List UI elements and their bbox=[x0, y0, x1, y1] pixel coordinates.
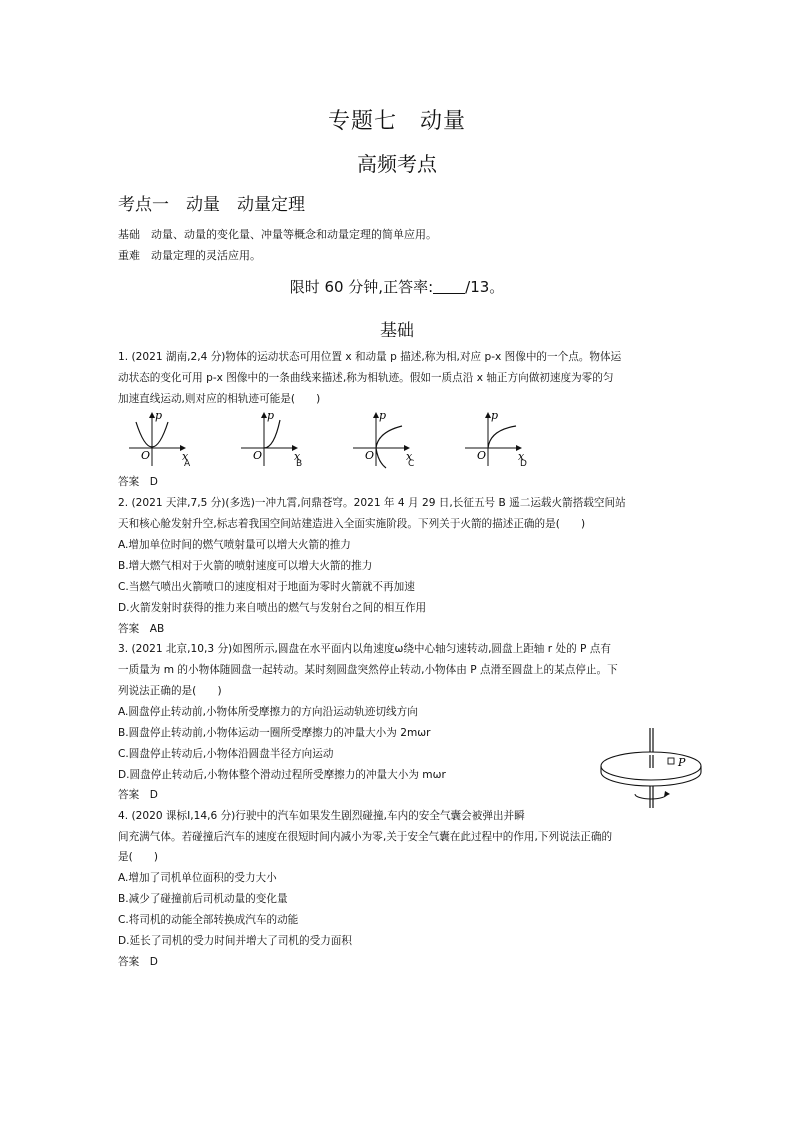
axis-p-label: p bbox=[155, 410, 163, 422]
q4-option-a: A.增加了司机单位面积的受力大小 bbox=[118, 872, 277, 884]
q4-line-2: 间充满气体。若碰撞后汽车的速度在很短时间内减小为零,关于安全气囊在此过程中的作用,下列说法正确的 bbox=[118, 831, 613, 843]
q2-line-1: 2. (2021 天津,7,5 分)(多选)一冲九霄,问鼎苍穹。2021 年 4 月 29 日,长征五号 B 遥二运载火箭搭载空间站 bbox=[118, 497, 626, 509]
origin-label: O bbox=[477, 449, 487, 462]
topic-heading: 考点一 动量 动量定理 bbox=[118, 195, 305, 215]
q3-line-1: 3. (2021 北京,10,3 分)如图所示,圆盘在水平面内以角速度ω绕中心轴匀速转动,圆盘上距轴 r 处的 P 点有 bbox=[118, 643, 611, 655]
q3-option-a: A.圆盘停止转动前,小物体所受摩擦力的方向沿运动轨迹切线方向 bbox=[118, 706, 418, 718]
axis-p-label: p bbox=[491, 410, 499, 422]
q2-answer: 答案 AB bbox=[118, 623, 165, 635]
axis-x-label: x bbox=[518, 450, 525, 463]
q4-option-b: B.减少了碰撞前后司机动量的变化量 bbox=[118, 893, 288, 905]
q4-line-3: 是( ) bbox=[118, 851, 159, 863]
curve-c bbox=[376, 426, 402, 468]
rotating-disk-figure bbox=[595, 728, 705, 812]
graph-a-label: A bbox=[184, 459, 191, 469]
q4-answer: 答案 D bbox=[118, 956, 158, 968]
axis-p-label: p bbox=[267, 410, 275, 422]
graph-c-label: C bbox=[408, 459, 415, 469]
timer-suffix: /13。 bbox=[465, 278, 505, 296]
difficult-line: 重难 动量定理的灵活应用。 bbox=[118, 249, 261, 262]
origin-label: O bbox=[141, 449, 151, 462]
axis-x-label: x bbox=[294, 450, 301, 463]
q4-option-c: C.将司机的动能全部转换成汽车的动能 bbox=[118, 914, 299, 926]
page-subtitle: 高频考点 bbox=[357, 152, 437, 176]
timer-prefix: 限时 60 分钟,正答率: bbox=[289, 278, 434, 296]
q3-line-3: 列说法正确的是( ) bbox=[118, 685, 222, 697]
origin-label: O bbox=[253, 449, 263, 462]
q2-option-d: D.火箭发射时获得的推力来自喷出的燃气与发射台之间的相互作用 bbox=[118, 602, 427, 614]
graph-d-label: D bbox=[520, 459, 527, 469]
origin-label: O bbox=[365, 449, 375, 462]
q3-option-d: D.圆盘停止转动后,小物体整个滑动过程所受摩擦力的冲量大小为 mωr bbox=[118, 769, 446, 781]
axis-x-label: x bbox=[182, 450, 189, 463]
q3-answer: 答案 D bbox=[118, 789, 158, 801]
section-heading: 基础 bbox=[380, 321, 414, 341]
page-title: 专题七 动量 bbox=[327, 109, 466, 134]
q3-option-c: C.圆盘停止转动后,小物体沿圆盘半径方向运动 bbox=[118, 748, 334, 760]
answer-rate-blank bbox=[433, 280, 465, 294]
q2-option-a: A.增加单位时间的燃气喷射量可以增大火箭的推力 bbox=[118, 539, 351, 551]
axis-p-label: p bbox=[379, 410, 387, 422]
q1-answer: 答案 D bbox=[118, 476, 158, 488]
q1-line-2: 动状态的变化可用 p-x 图像中的一条曲线来描述,称为相轨迹。假如一质点沿 x 轴正方向做初速度为零的匀 bbox=[118, 372, 614, 384]
basic-line: 基础 动量、动量的变化量、冲量等概念和动量定理的简单应用。 bbox=[118, 228, 437, 241]
q2-option-b: B.增大燃气相对于火箭的喷射速度可以增大火箭的推力 bbox=[118, 560, 373, 572]
q1-line-3: 加速直线运动,则对应的相轨迹可能是( ) bbox=[118, 393, 321, 405]
axis-x-label: x bbox=[406, 450, 413, 463]
small-object-icon bbox=[668, 758, 674, 764]
point-p-label: P bbox=[678, 756, 686, 769]
q1-line-1: 1. (2021 湖南,2,4 分)物体的运动状态可用位置 x 和动量 p 描述,称为相,对应 p-x 图像中的一个点。物体运 bbox=[118, 351, 622, 363]
q2-option-c: C.当燃气喷出火箭喷口的速度相对于地面为零时火箭就不再加速 bbox=[118, 581, 415, 593]
q3-line-2: 一质量为 m 的小物体随圆盘一起转动。某时刻圆盘突然停止转动,小物体由 P 点滑至圆盘上的某点停止。下 bbox=[118, 664, 618, 676]
curve-b bbox=[264, 420, 280, 448]
timer-line bbox=[0, 276, 794, 297]
q4-option-d: D.延长了司机的受力时间并增大了司机的受力面积 bbox=[118, 935, 352, 947]
q2-line-2: 天和核心舱发射升空,标志着我国空间站建造进入全面实施阶段。下列关于火箭的描述正确的是( ) bbox=[118, 518, 586, 530]
curve-d bbox=[488, 426, 516, 448]
q4-line-1: 4. (2020 课标Ⅰ,14,6 分)行驶中的汽车如果发生剧烈碰撞,车内的安全气囊会被弹出并瞬 bbox=[118, 810, 525, 822]
q3-option-b: B.圆盘停止转动前,小物体运动一圈所受摩擦力的冲量大小为 2mωr bbox=[118, 727, 431, 739]
graph-b-label: B bbox=[296, 459, 303, 469]
